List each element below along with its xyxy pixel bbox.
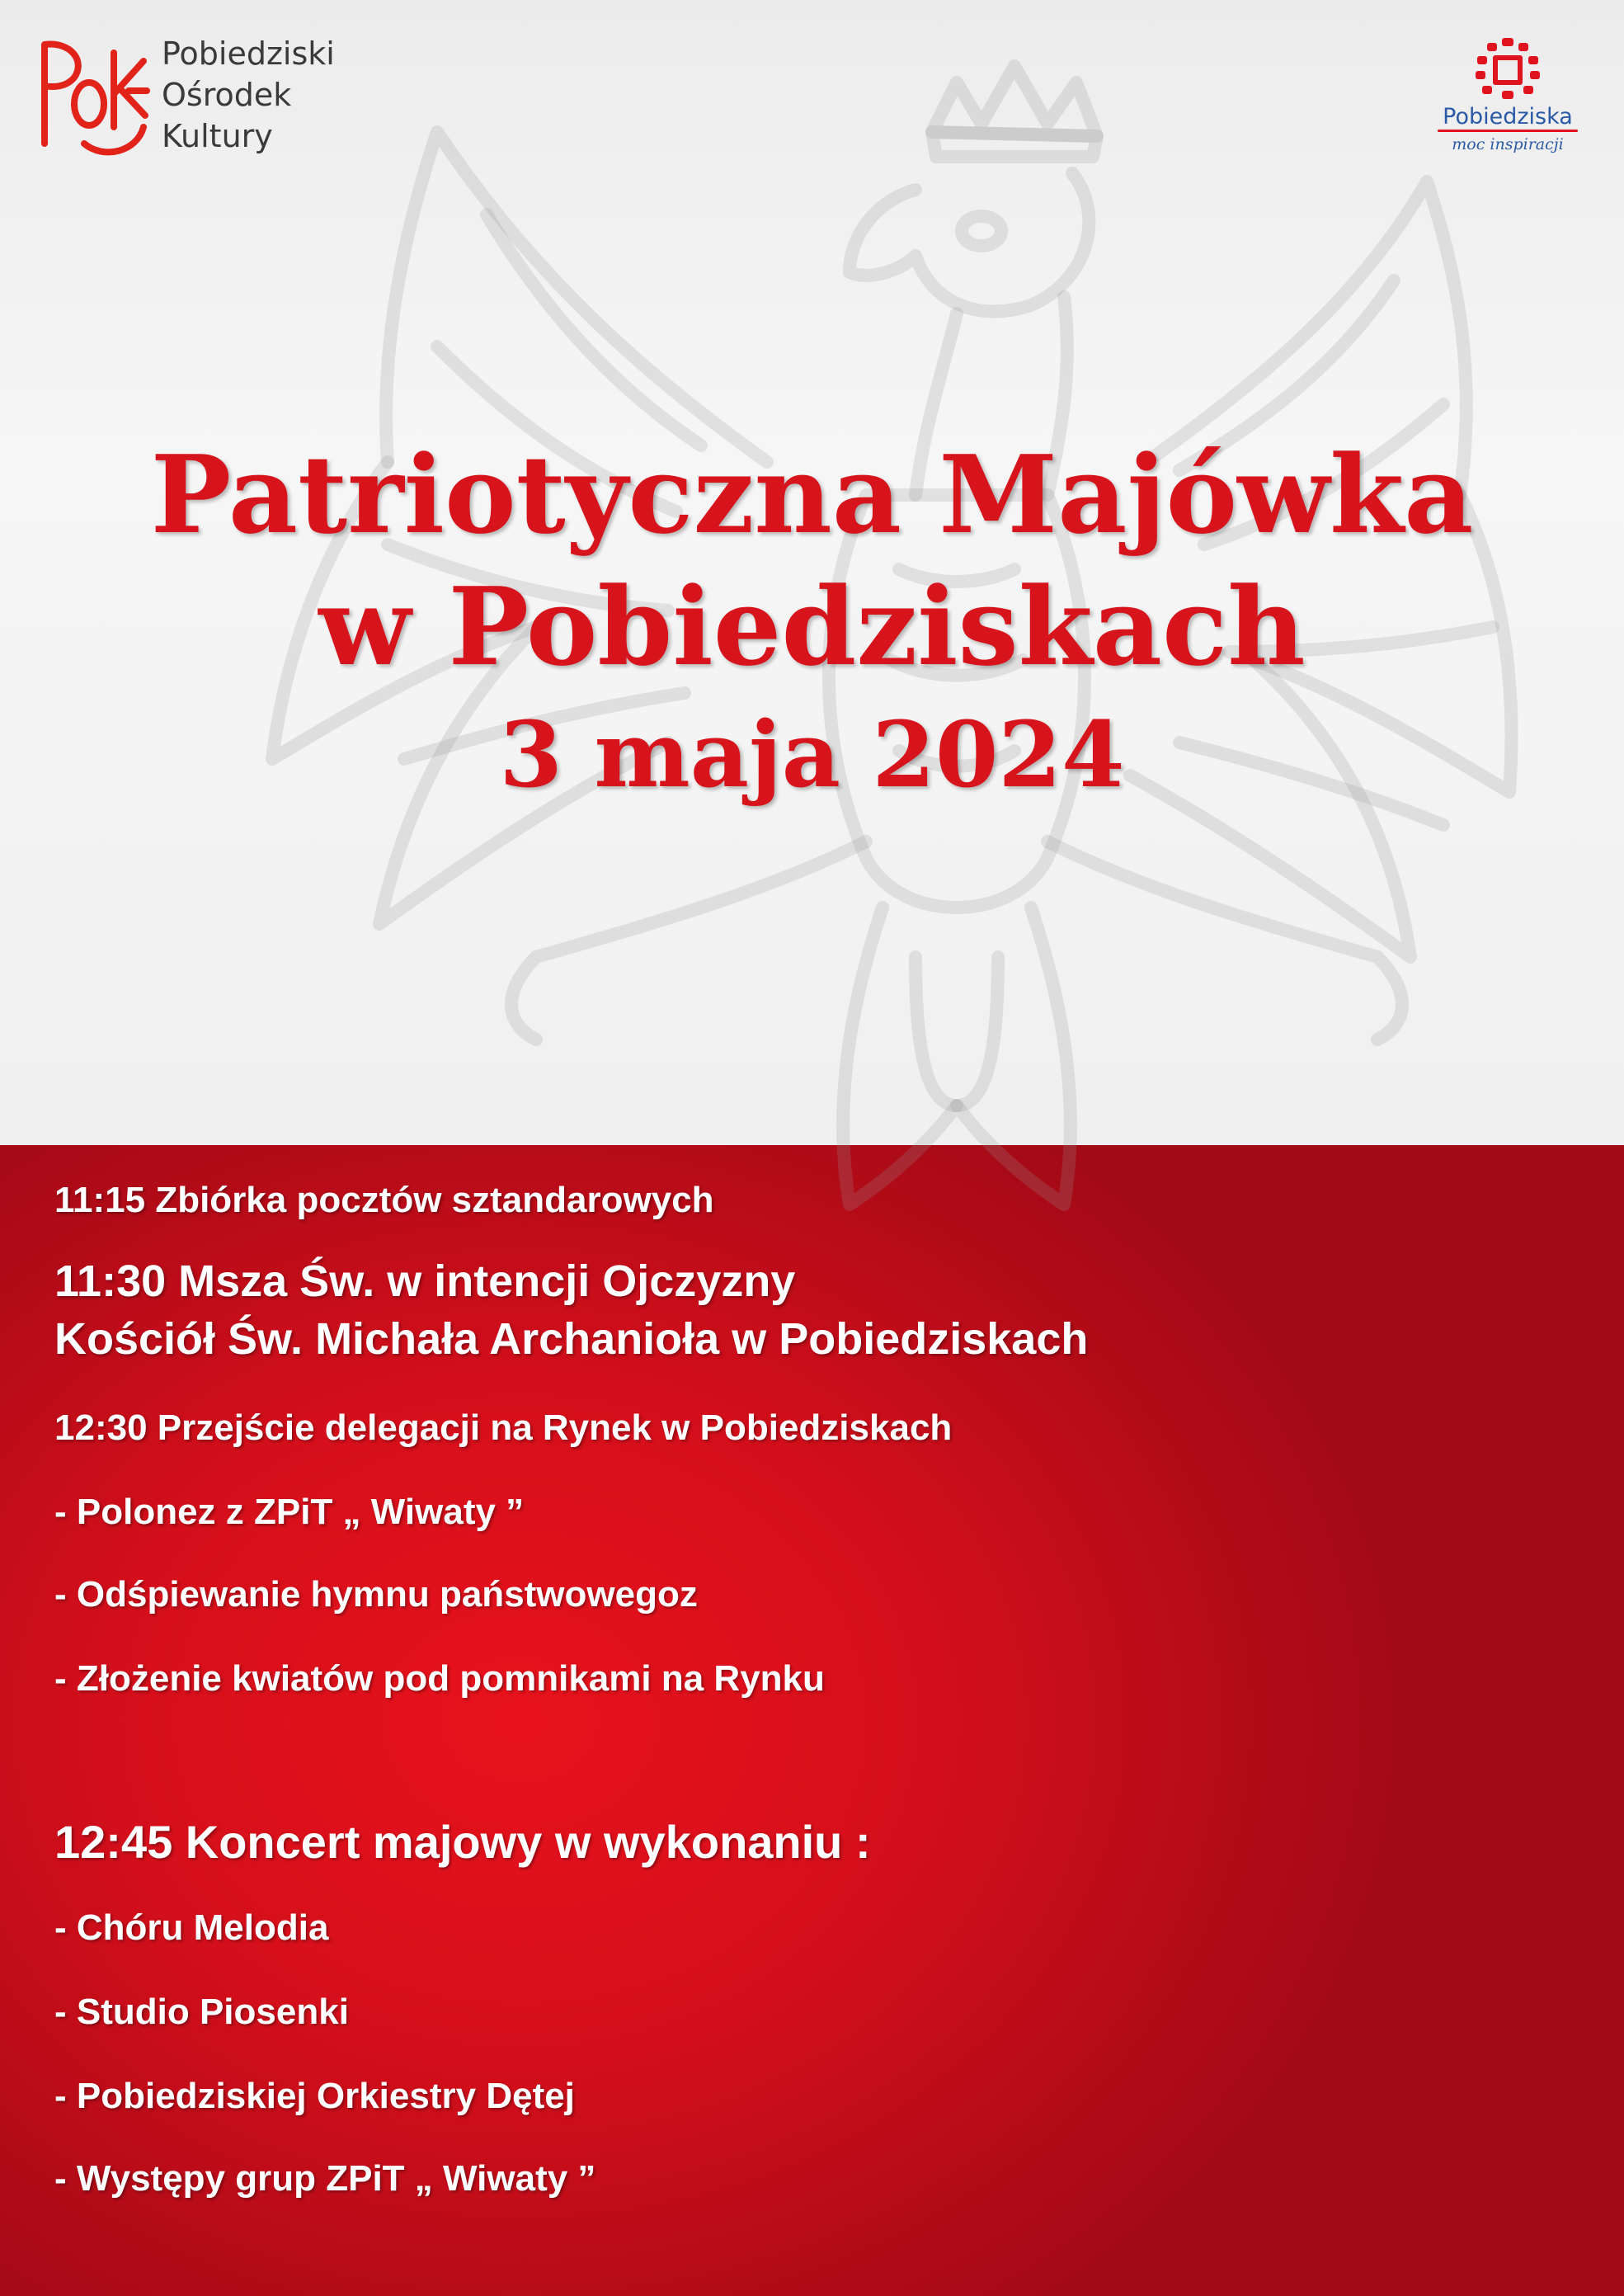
city-underline bbox=[1438, 130, 1578, 132]
pok-logo-icon bbox=[38, 36, 153, 168]
schedule-subitem: - Występy grup ZPiT „ Wiwaty ” bbox=[54, 2158, 596, 2199]
event-date: 3 maja 2024 bbox=[499, 701, 1125, 808]
schedule-subitem: - Złożenie kwiatów pod pomnikami na Rynku bbox=[54, 1658, 825, 1699]
schedule-item: 11:30 Msza Św. w intencji Ojczyzny bbox=[54, 1256, 796, 1306]
title-line-2: w Pobiedziskach bbox=[318, 563, 1306, 690]
organization-line: Pobiedziski bbox=[162, 35, 335, 72]
schedule-subitem: - Studio Piosenki bbox=[54, 1992, 349, 2032]
city-name: Pobiedziska bbox=[1443, 104, 1573, 130]
schedule-item: 12:30 Przejście delegacji na Rynek w Pobiedziskach bbox=[54, 1407, 953, 1448]
city-slogan: moc inspiracji bbox=[1452, 135, 1564, 153]
organization-line: Ośrodek bbox=[162, 77, 292, 113]
organization-name bbox=[162, 33, 335, 157]
schedule-subitem: - Polonez z ZPiT „ Wiwaty ” bbox=[54, 1492, 525, 1532]
schedule-subitem: - Odśpiewanie hymnu państwowegoz bbox=[54, 1574, 698, 1615]
title-line-1: Patriotyczna Majówka bbox=[150, 431, 1474, 558]
schedule-subitem: - Pobiedziskiej Orkiestry Dętej bbox=[54, 2076, 575, 2116]
title-block bbox=[0, 429, 1624, 817]
city-tower-icon bbox=[1471, 36, 1545, 102]
organization-line: Kultury bbox=[162, 118, 273, 154]
city-logo bbox=[1433, 36, 1582, 168]
schedule-subitem: - Chóru Melodia bbox=[54, 1907, 329, 1948]
schedule-item-concert: 12:45 Koncert majowy w wykonaniu : bbox=[54, 1816, 871, 1868]
schedule-item: 11:15 Zbiórka pocztów sztandarowych bbox=[54, 1180, 714, 1220]
schedule-item-location: Kościół Św. Michała Archanioła w Pobiedziskach bbox=[54, 1314, 1089, 1364]
